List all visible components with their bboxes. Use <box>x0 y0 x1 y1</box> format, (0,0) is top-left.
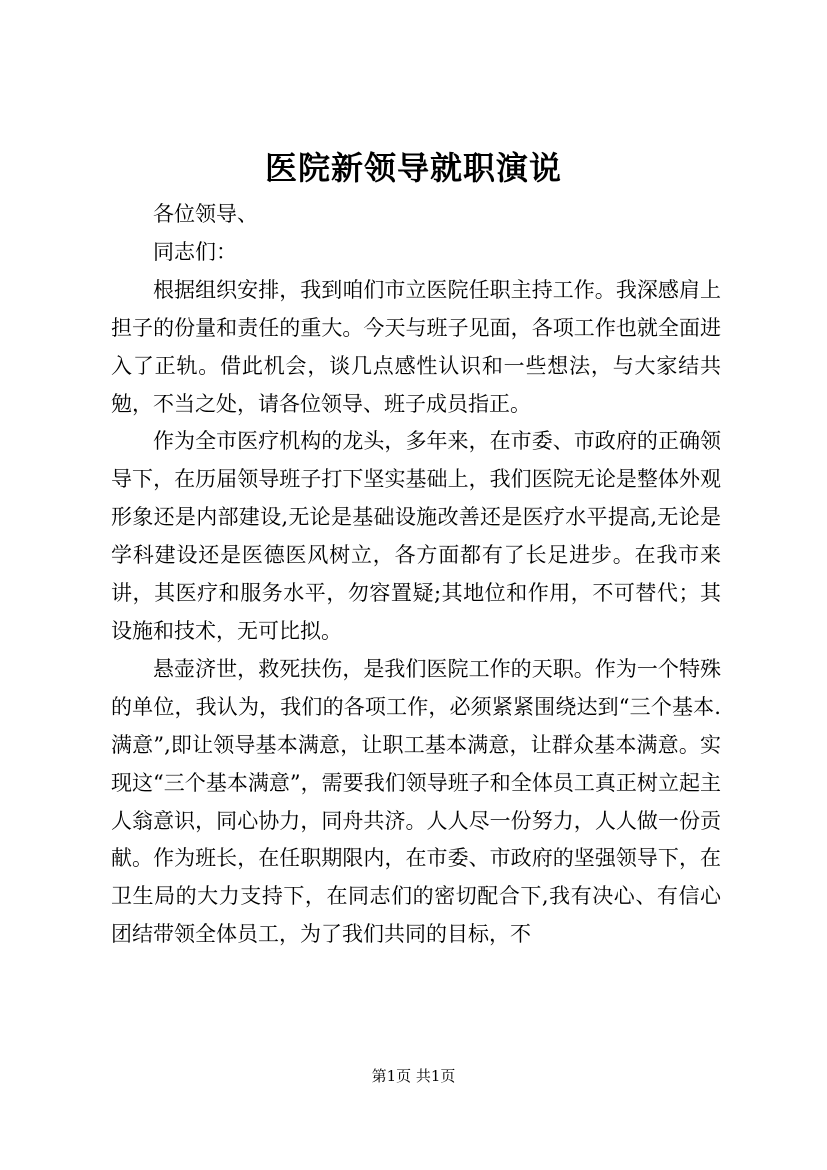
body-paragraph-3: 悬壶济世，救死扶伤，是我们医院工作的天职。作为一个特殊的单位，我认为，我们的各项工作，必须紧紧围绕达到“三个基本.满意”,即让领导基本满意，让职工基本满意，让群众基本满意。实现这“三个基本满意”，需要我们领导班子和全体员工真正树立起主人翁意识，同心协力，同舟共济。人人尽一份努力，人人做一份贡献。作为班长，在任职期限内，在市委、市政府的坚强领导下，在卫生局的大力支持下，在同志们的密切配合下,我有决心、有信心团结带领全体员工，为了我们共同的目标，不 <box>111 656 721 947</box>
salutation-line-2: 同志们： <box>153 239 237 264</box>
document-title: 医院新领导就职演说 <box>264 149 562 187</box>
body-paragraph-1: 根据组织安排，我到咱们市立医院任职主持工作。我深感肩上担子的份量和责任的重大。今天与班子见面，各项工作也就全面进入了正轨。借此机会，谈几点感性认识和一些想法，与大家结共勉，不当之处，请各位领导、班子成员指正。 <box>111 277 721 416</box>
document-body <box>111 196 721 954</box>
page-footer: 第1页 共1页 <box>371 1067 456 1085</box>
salutation-line-1: 各位领导、 <box>153 202 258 226</box>
body-paragraph-2: 作为全市医疗机构的龙头，多年来，在市委、市政府的正确领导下，在历届领导班子打下坚实基础上，我们医院无论是整体外观形象还是内部建设,无论是基础设施改善还是医疗水平提高,无论是学科建设还是医德医风树立，各方面都有了长足进步。在我市来讲，其医疗和服务水平，勿容置疑;其地位和作用，不可替代；其设施和技术，无可比拟。 <box>111 429 721 643</box>
